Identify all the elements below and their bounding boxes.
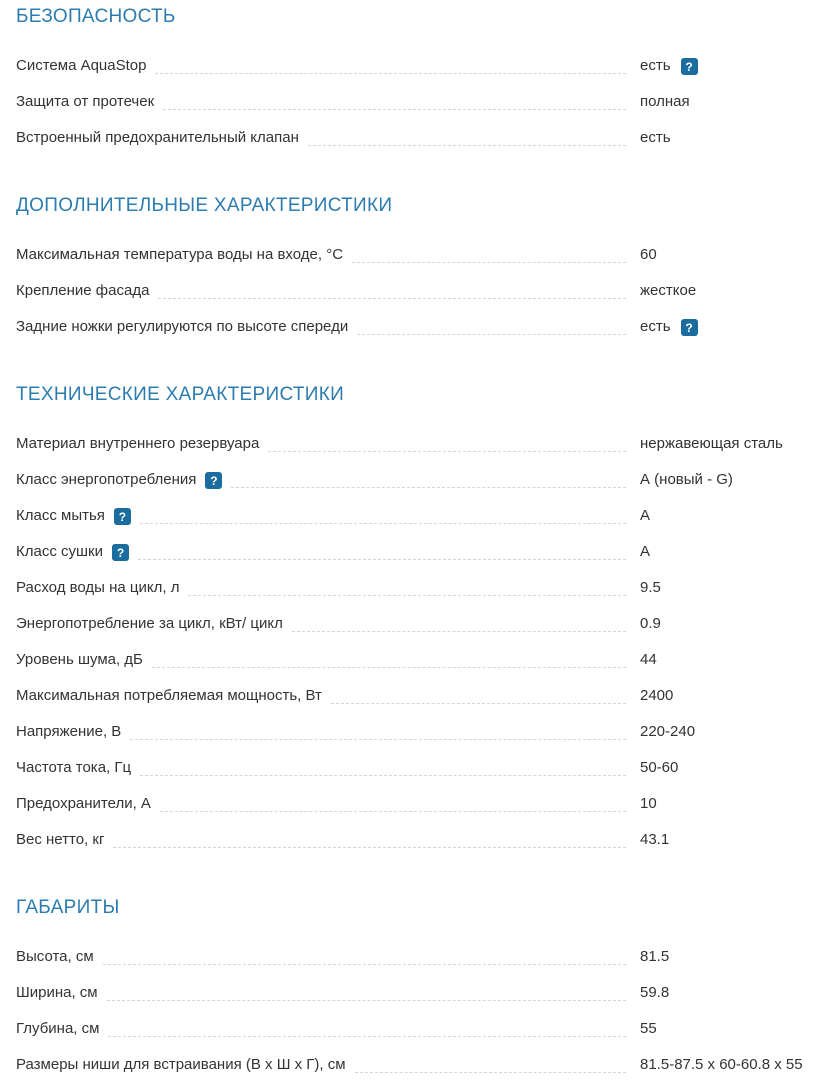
spec-sheet xyxy=(16,6,812,1074)
spec-label: Высота, см xyxy=(16,948,94,965)
dotted-leader xyxy=(268,451,626,452)
spec-row xyxy=(16,507,812,525)
spec-value: 81.5-87.5 x 60-60.8 x 55 xyxy=(640,1056,803,1073)
dotted-leader xyxy=(160,811,626,812)
section-title: ТЕХНИЧЕСКИЕ ХАРАКТЕРИСТИКИ xyxy=(16,384,345,405)
dotted-leader xyxy=(231,487,626,488)
spec-value-cell xyxy=(640,948,812,966)
spec-value: 59.8 xyxy=(640,984,670,1001)
spec-section xyxy=(16,195,812,336)
spec-label: Максимальная потребляемая мощность, Вт xyxy=(16,687,322,704)
spec-value: есть xyxy=(640,57,671,74)
dotted-leader xyxy=(355,1072,626,1073)
spec-value-cell xyxy=(640,831,812,849)
spec-row xyxy=(16,831,812,849)
help-icon[interactable]: ? xyxy=(114,508,131,525)
spec-label: Защита от протечек xyxy=(16,93,155,110)
dotted-leader xyxy=(152,667,626,668)
spec-label: Встроенный предохранительный клапан xyxy=(16,129,299,146)
dotted-leader xyxy=(130,739,626,740)
spec-section xyxy=(16,6,812,147)
spec-value: 2400 xyxy=(640,687,674,704)
spec-value-cell xyxy=(640,759,812,777)
spec-label: Класс сушки xyxy=(16,543,103,560)
spec-value: 43.1 xyxy=(640,831,670,848)
spec-value: 50-60 xyxy=(640,759,679,776)
dotted-leader xyxy=(140,523,626,524)
dotted-leader xyxy=(331,703,626,704)
spec-value-cell xyxy=(640,246,812,264)
spec-value: 220-240 xyxy=(640,723,696,740)
spec-value-cell xyxy=(640,57,812,75)
spec-row xyxy=(16,93,812,111)
dotted-leader xyxy=(188,595,626,596)
spec-value: есть xyxy=(640,318,671,335)
dotted-leader xyxy=(158,298,626,299)
spec-row xyxy=(16,1020,812,1038)
dotted-leader xyxy=(357,334,626,335)
spec-value: 0.9 xyxy=(640,615,661,632)
spec-value-cell xyxy=(640,615,812,633)
spec-row xyxy=(16,543,812,561)
dotted-leader xyxy=(103,964,626,965)
spec-label: Система AquaStop xyxy=(16,57,147,74)
spec-row xyxy=(16,318,812,336)
spec-row xyxy=(16,246,812,264)
dotted-leader xyxy=(292,631,626,632)
spec-value-cell xyxy=(640,1020,812,1038)
spec-value: 10 xyxy=(640,795,657,812)
spec-value: полная xyxy=(640,93,690,110)
spec-row xyxy=(16,57,812,75)
help-icon[interactable]: ? xyxy=(205,472,222,489)
spec-value-cell xyxy=(640,651,812,669)
spec-value-cell xyxy=(640,93,812,111)
spec-row xyxy=(16,579,812,597)
dotted-leader xyxy=(163,109,626,110)
spec-value-cell xyxy=(640,282,812,300)
spec-value: 81.5 xyxy=(640,948,670,965)
spec-label: Ширина, см xyxy=(16,984,98,1001)
spec-label: Размеры ниши для встраивания (В х Ш х Г), см xyxy=(16,1056,346,1073)
spec-label: Глубина, см xyxy=(16,1020,100,1037)
spec-value-cell xyxy=(640,795,812,813)
help-icon[interactable]: ? xyxy=(112,544,129,561)
spec-row xyxy=(16,1056,812,1074)
spec-label: Вес нетто, кг xyxy=(16,831,105,848)
spec-label: Задние ножки регулируются по высоте спереди xyxy=(16,318,349,335)
spec-label: Расход воды на цикл, л xyxy=(16,579,180,596)
spec-label: Крепление фасада xyxy=(16,282,150,299)
spec-value: 44 xyxy=(640,651,657,668)
spec-value-cell xyxy=(640,129,812,147)
spec-row xyxy=(16,651,812,669)
spec-value-cell xyxy=(640,1056,812,1074)
dotted-leader xyxy=(107,1000,626,1001)
spec-label: Уровень шума, дБ xyxy=(16,651,143,668)
spec-value-cell xyxy=(640,507,812,525)
help-icon[interactable]: ? xyxy=(681,58,698,75)
spec-value-cell xyxy=(640,984,812,1002)
spec-value-cell xyxy=(640,579,812,597)
spec-label: Класс мытья xyxy=(16,507,105,524)
dotted-leader xyxy=(155,73,626,74)
dotted-leader xyxy=(308,145,626,146)
spec-section xyxy=(16,897,812,1074)
spec-row xyxy=(16,471,812,489)
spec-row xyxy=(16,723,812,741)
spec-value: 55 xyxy=(640,1020,657,1037)
spec-row xyxy=(16,687,812,705)
dotted-leader xyxy=(108,1036,626,1037)
spec-value: нержавеющая сталь xyxy=(640,435,783,452)
dotted-leader xyxy=(352,262,626,263)
spec-value-cell xyxy=(640,318,812,336)
spec-value: А (новый - G) xyxy=(640,471,733,488)
spec-row xyxy=(16,129,812,147)
spec-value-cell xyxy=(640,435,812,453)
section-title: БЕЗОПАСНОСТЬ xyxy=(16,6,176,27)
spec-label: Частота тока, Гц xyxy=(16,759,132,776)
spec-value: А xyxy=(640,507,651,524)
spec-value-cell xyxy=(640,687,812,705)
spec-value-cell xyxy=(640,543,812,561)
spec-value: есть xyxy=(640,129,671,146)
dotted-leader xyxy=(140,775,626,776)
spec-value: жесткое xyxy=(640,282,697,299)
spec-value-cell xyxy=(640,723,812,741)
spec-row xyxy=(16,795,812,813)
spec-value: А xyxy=(640,543,651,560)
spec-label: Предохранители, А xyxy=(16,795,151,812)
section-title: ДОПОЛНИТЕЛЬНЫЕ ХАРАКТЕРИСТИКИ xyxy=(16,195,393,216)
spec-label: Класс энергопотребления xyxy=(16,471,197,488)
spec-row xyxy=(16,615,812,633)
spec-label: Энергопотребление за цикл, кВт/ цикл xyxy=(16,615,283,632)
spec-section xyxy=(16,384,812,849)
dotted-leader xyxy=(113,847,626,848)
spec-label: Максимальная температура воды на входе, °С xyxy=(16,246,344,263)
spec-label: Напряжение, В xyxy=(16,723,122,740)
help-icon[interactable]: ? xyxy=(681,319,698,336)
spec-value: 9.5 xyxy=(640,579,661,596)
spec-value: 60 xyxy=(640,246,657,263)
dotted-leader xyxy=(138,559,626,560)
spec-row xyxy=(16,759,812,777)
spec-row xyxy=(16,435,812,453)
spec-label: Материал внутреннего резервуара xyxy=(16,435,260,452)
spec-row xyxy=(16,282,812,300)
spec-row xyxy=(16,984,812,1002)
section-title: ГАБАРИТЫ xyxy=(16,897,120,918)
spec-row xyxy=(16,948,812,966)
spec-value-cell xyxy=(640,471,812,489)
